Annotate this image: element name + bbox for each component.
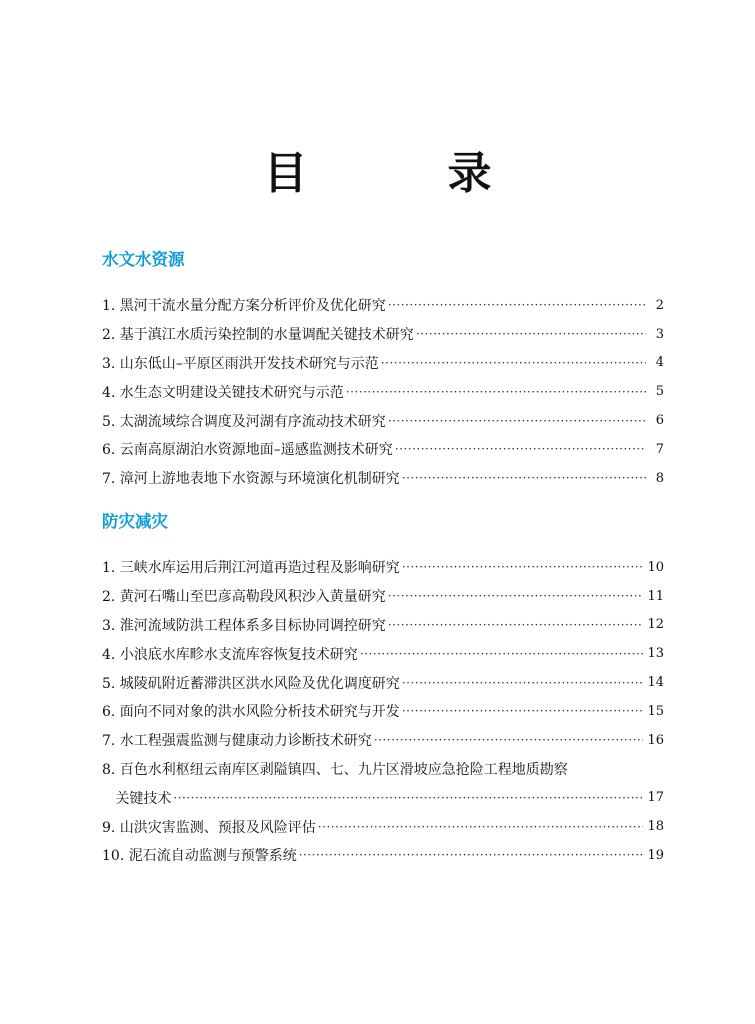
dot-leader [388,414,646,428]
toc-entry[interactable] [102,320,664,349]
dot-leader [346,385,646,399]
toc-page-number: 18 [647,819,664,835]
toc-page-number: 16 [647,732,664,748]
dot-leader [402,676,644,690]
toc-page-number: 2 [655,297,664,313]
toc-page-number: 10 [647,559,664,575]
toc-entry-title: 2. 黄河石嘴山至巴彦高勒段风积沙入黄量研究 [102,589,386,606]
dot-leader [381,356,646,370]
toc-entry-title: 3. 山东低山–平原区雨洪开发技术研究与示范 [102,355,379,372]
toc-page-number: 13 [647,646,664,662]
toc-entry[interactable] [102,406,664,435]
toc-list-hydrology [102,291,664,493]
toc-entry[interactable] [102,812,664,841]
dot-leader [402,704,644,718]
toc-entry-title: 5. 城陵矶附近蓄滞洪区洪水风险及优化调度研究 [102,675,400,692]
toc-entry-title: 10. 泥石流自动监测与预警系统 [102,848,297,865]
toc-entry-title: 3. 淮河流域防洪工程体系多目标协同调控研究 [102,617,386,634]
toc-entry[interactable] [102,841,664,870]
toc-page-number: 6 [655,413,664,429]
dot-leader [374,733,644,747]
toc-entry-title: 2. 基于滇江水质污染控制的水量调配关键技术研究 [102,327,414,344]
toc-entry[interactable] [102,726,664,755]
toc-entry-title: 5. 太湖流域综合调度及河湖有序流动技术研究 [102,413,386,430]
toc-entry-title: 8. 百色水利枢纽云南库区剥隘镇四、七、九片区滑坡应急抢险工程地质勘察 [102,761,568,778]
dot-leader [402,560,644,574]
toc-page-number: 5 [655,384,664,400]
toc-entry-title: 关键技术 [115,790,172,807]
dot-leader [388,298,646,312]
toc-page-number: 12 [647,617,664,633]
toc-page-number: 19 [647,847,664,863]
toc-list-disaster-prevention [102,553,664,870]
toc-entry[interactable] [102,553,664,582]
toc-entry-title: 7. 漳河上游地表地下水资源与环境演化机制研究 [102,471,400,488]
section-heading-disaster-prevention: 防灾减灾 [102,512,168,531]
toc-page-number: 7 [655,441,664,457]
toc-entry[interactable] [102,582,664,611]
dot-leader [388,589,644,603]
dot-leader [318,820,644,834]
toc-entry-title: 1. 黑河干流水量分配方案分析评价及优化研究 [102,298,386,315]
toc-entry[interactable] [102,639,664,668]
toc-entry[interactable] [102,668,664,697]
toc-page-number: 3 [655,326,664,342]
toc-page-number: 11 [647,588,664,604]
dot-leader [388,618,644,632]
toc-entry-title: 9. 山洪灾害监测、预报及风险评估 [102,819,316,836]
toc-entry-title: 4. 小浪底水库畛水支流库容恢复技术研究 [102,646,358,663]
toc-page-number: 14 [647,675,664,691]
toc-page-number: 17 [647,790,664,806]
toc-page-number: 4 [655,355,664,371]
section-heading-hydrology: 水文水资源 [102,250,185,269]
toc-entry-continuation[interactable] [102,783,664,812]
toc-entry[interactable] [102,377,664,406]
toc-entry-title: 6. 面向不同对象的洪水风险分析技术研究与开发 [102,704,400,721]
toc-entry-title: 4. 水生态文明建设关键技术研究与示范 [102,384,344,401]
dot-leader [360,647,644,661]
toc-page-number: 15 [647,703,664,719]
toc-entry[interactable] [102,464,664,493]
dot-leader [299,848,644,862]
dot-leader [402,471,646,485]
toc-entry[interactable] [102,697,664,726]
toc-entry-title: 1. 三峡水库运用后荆江河道再造过程及影响研究 [102,560,400,577]
toc-entry[interactable] [102,435,664,464]
toc-entry[interactable] [102,291,664,320]
toc-entry-title: 7. 水工程强震监测与健康动力诊断技术研究 [102,733,372,750]
toc-entry[interactable] [102,611,664,640]
toc-entry-first-line[interactable] [102,755,664,784]
toc-page-number: 8 [655,470,664,486]
dot-leader [395,442,646,456]
dot-leader [416,327,646,341]
dot-leader [173,791,643,805]
toc-entry-title: 6. 云南高原湖泊水资源地面–遥感监测技术研究 [102,442,393,459]
page-title: 目 录 [263,148,540,199]
toc-entry[interactable] [102,349,664,378]
